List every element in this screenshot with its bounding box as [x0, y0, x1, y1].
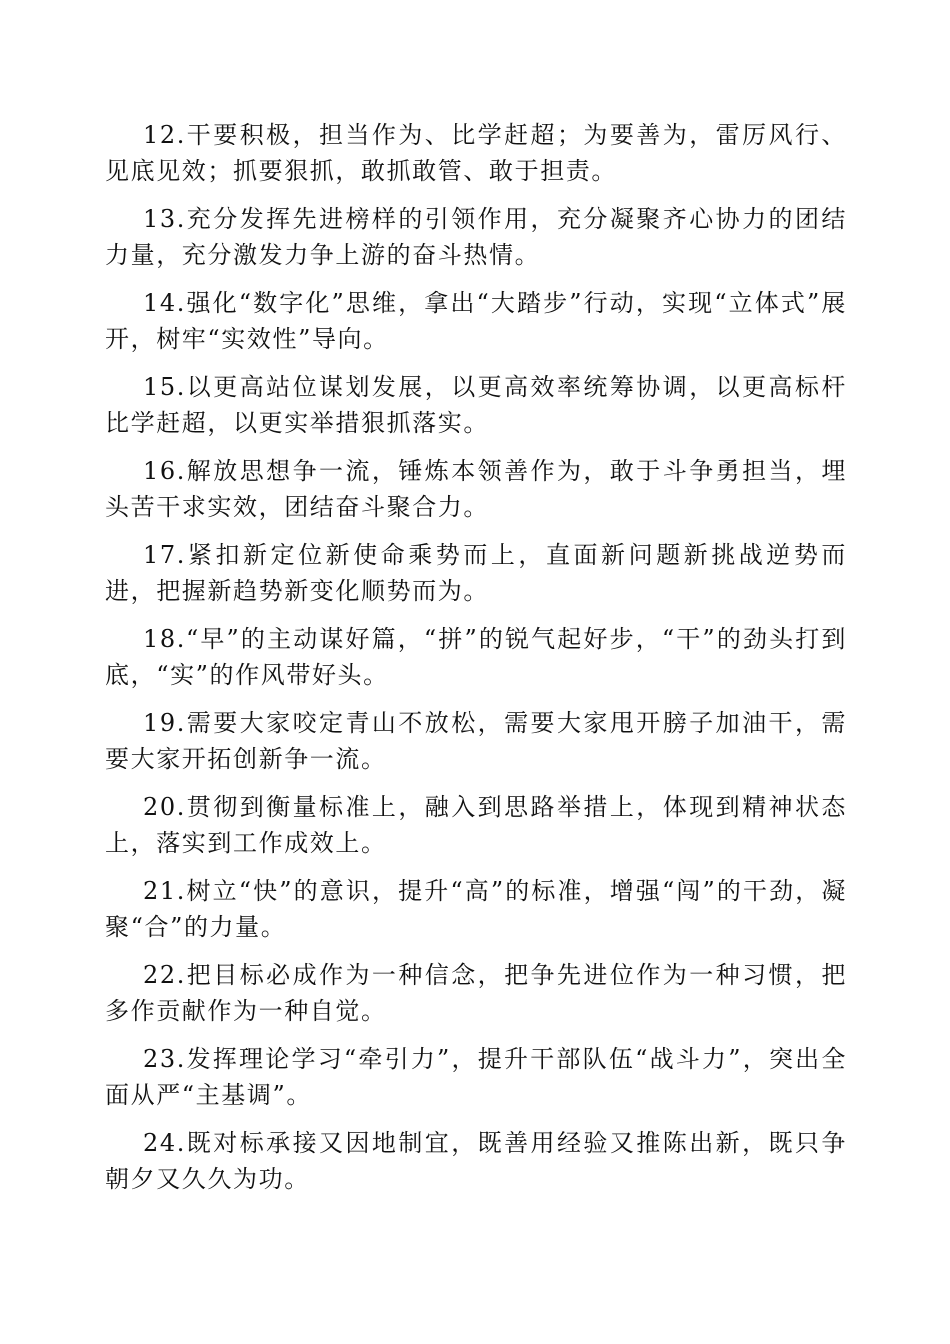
list-item-18: 18.“早”的主动谋好篇，“拼”的锐气起好步，“干”的劲头打到底，“实”的作风带好头。	[105, 625, 847, 689]
list-item-14: 14.强化“数字化”思维，拿出“大踏步”行动，实现“立体式”展开，树牢“实效性”导向。	[105, 289, 847, 353]
list-item-13: 13.充分发挥先进榜样的引领作用，充分凝聚齐心协力的团结力量，充分激发力争上游的奋斗热情。	[105, 205, 847, 269]
list-item-23: 23.发挥理论学习“牵引力”，提升干部队伍“战斗力”，突出全面从严“主基调”。	[105, 1045, 847, 1109]
list-item-15: 15.以更高站位谋划发展，以更高效率统筹协调，以更高标杆比学赶超，以更实举措狠抓落实。	[105, 373, 847, 437]
list-item-16: 16.解放思想争一流，锤炼本领善作为，敢于斗争勇担当，埋头苦干求实效，团结奋斗聚合力。	[105, 457, 847, 521]
list-item-21: 21.树立“快”的意识，提升“高”的标准，增强“闯”的干劲，凝聚“合”的力量。	[105, 877, 847, 941]
document-body	[105, 117, 847, 1209]
list-item-20: 20.贯彻到衡量标准上，融入到思路举措上，体现到精神状态上，落实到工作成效上。	[105, 793, 847, 857]
list-item-19: 19.需要大家咬定青山不放松，需要大家甩开膀子加油干，需要大家开拓创新争一流。	[105, 709, 847, 773]
list-item-24: 24.既对标承接又因地制宜，既善用经验又推陈出新，既只争朝夕又久久为功。	[105, 1129, 847, 1193]
list-item-12: 12.干要积极，担当作为、比学赶超；为要善为，雷厉风行、见底见效；抓要狠抓，敢抓敢管、敢于担责。	[105, 121, 847, 185]
list-item-17: 17.紧扣新定位新使命乘势而上，直面新问题新挑战逆势而进，把握新趋势新变化顺势而为。	[105, 541, 847, 605]
list-item-22: 22.把目标必成作为一种信念，把争先进位作为一种习惯，把多作贡献作为一种自觉。	[105, 961, 847, 1025]
